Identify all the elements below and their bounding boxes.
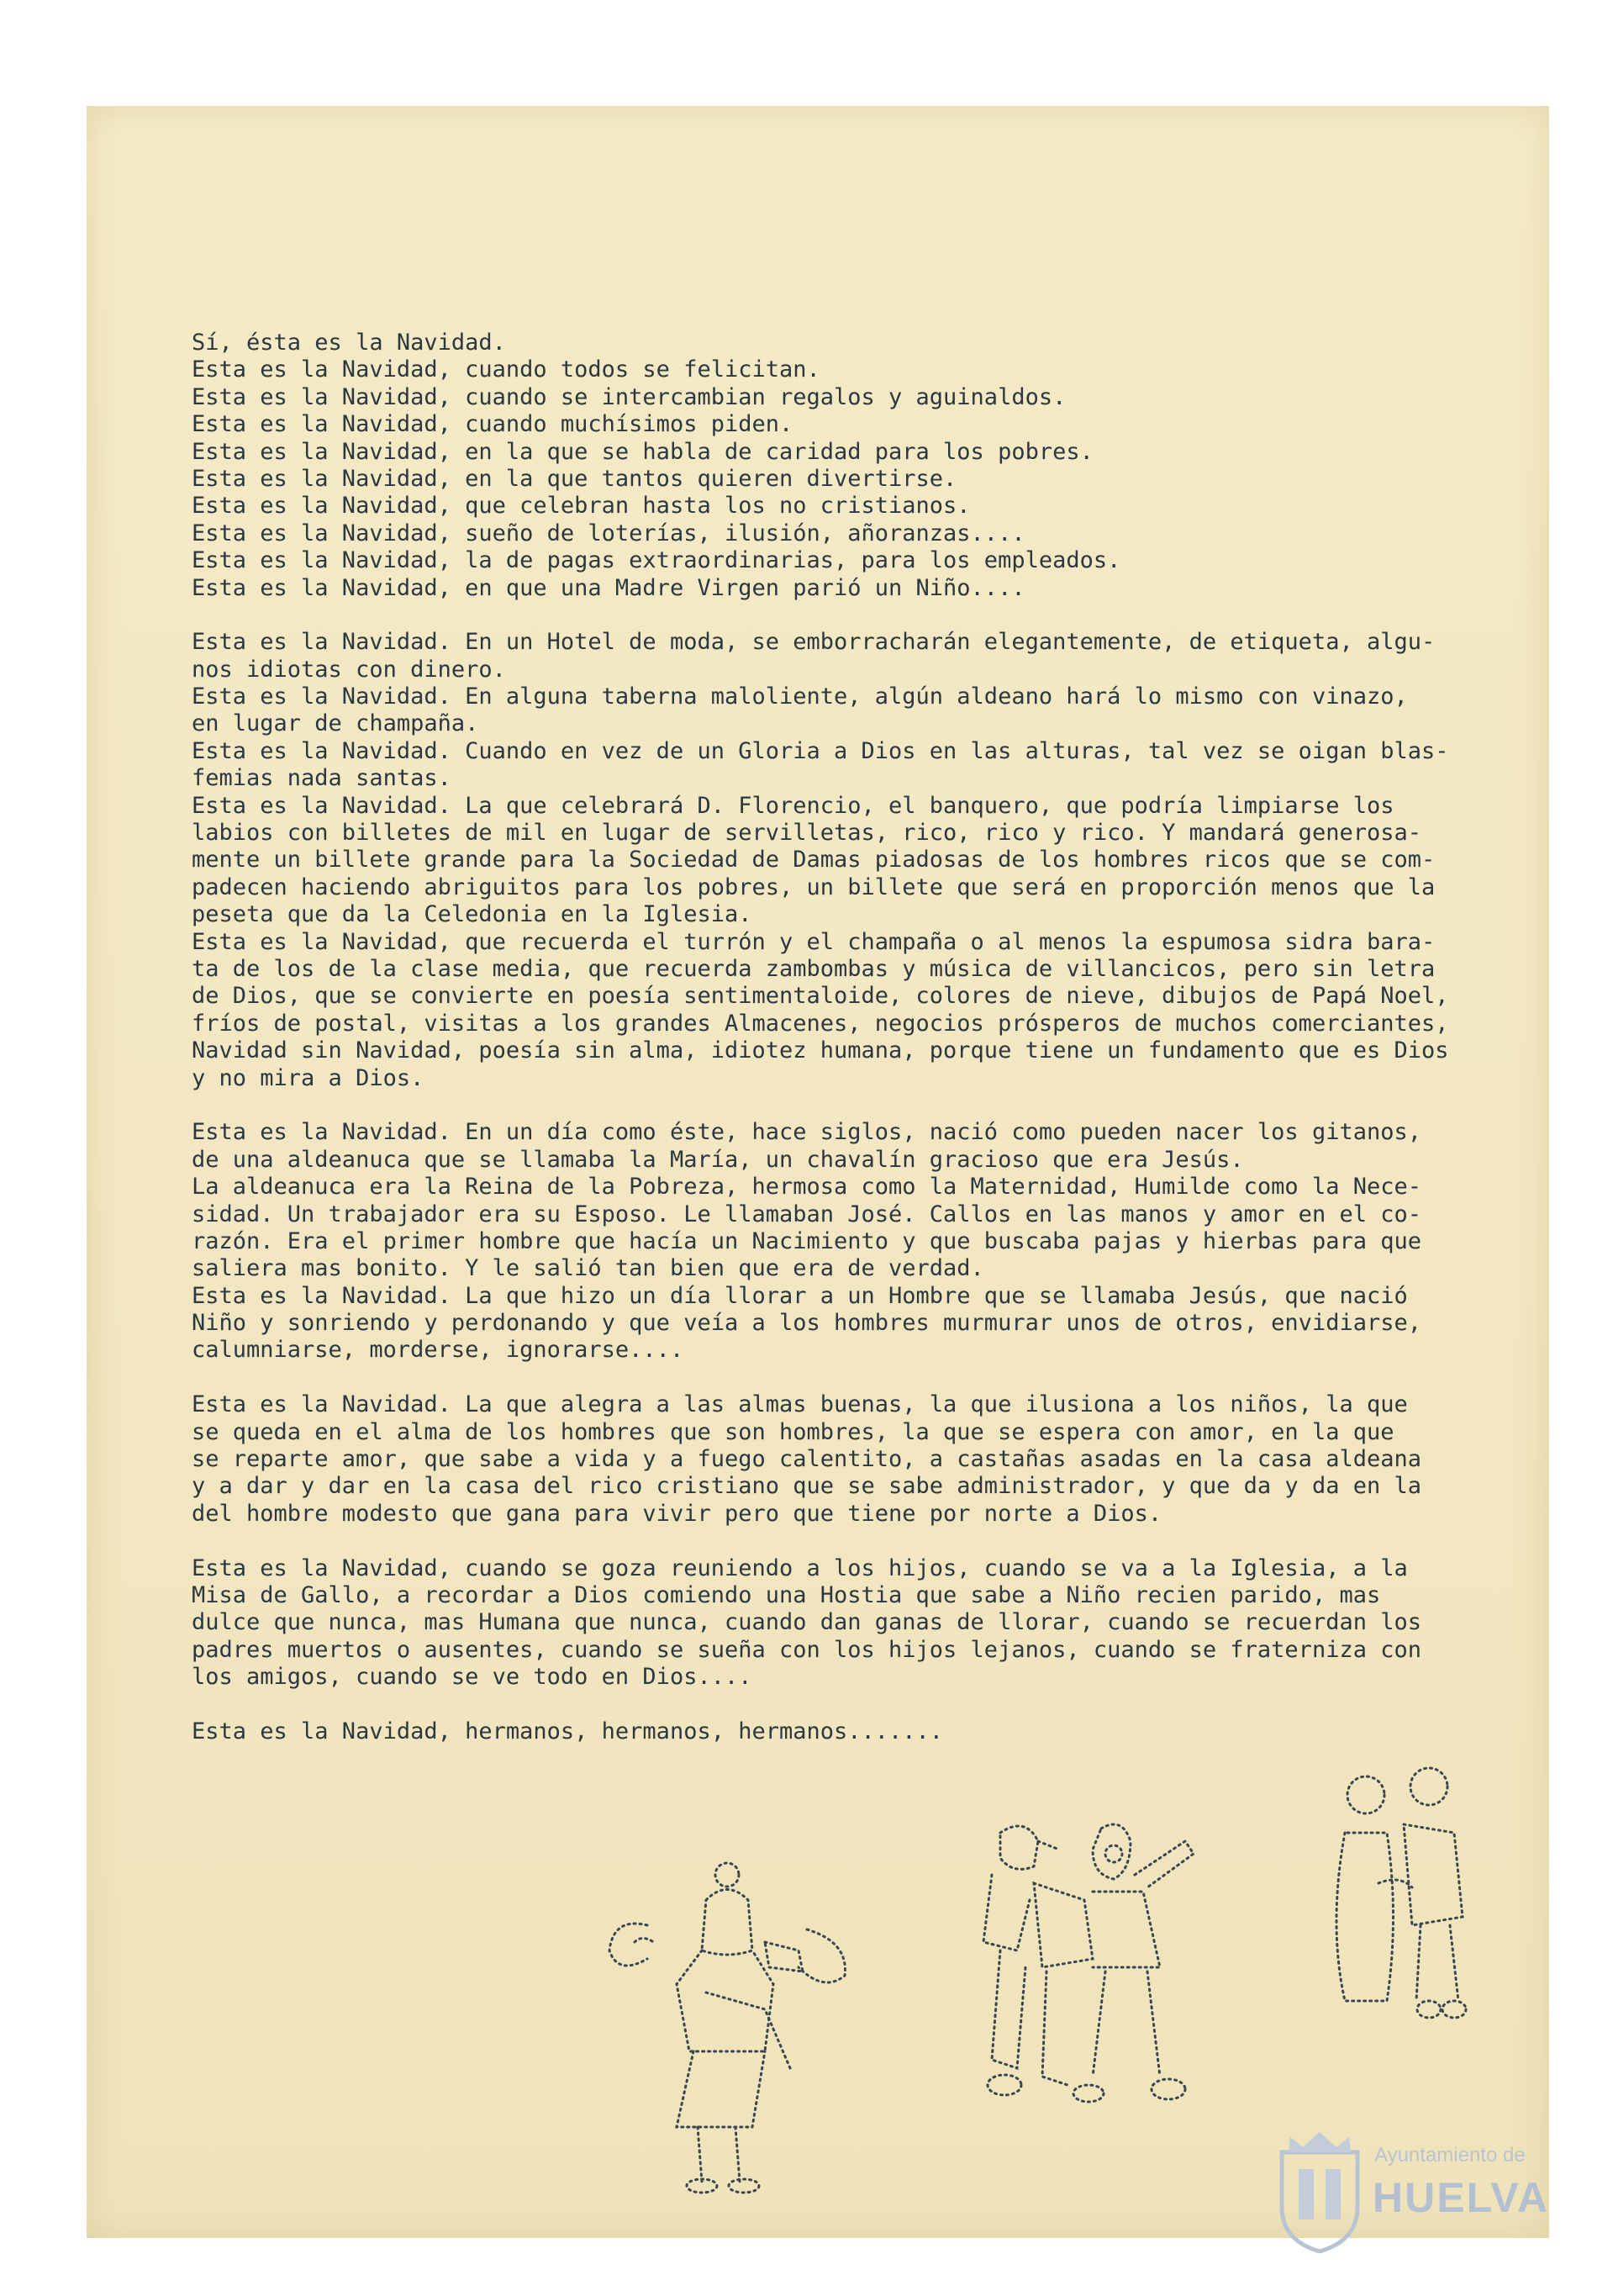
text-line: peseta que da la Celedonia en la Iglesia. — [192, 901, 752, 928]
text-line: Esta es la Navidad, en la que tantos quieren divertirse. — [192, 465, 957, 492]
shepherds-illustration — [967, 1808, 1236, 2161]
text-line: Esta es la Navidad, cuando se goza reuniendo a los hijos, cuando se va a la Iglesia, a la — [192, 1554, 1408, 1581]
text-line: Esta es la Navidad. En un Hotel de moda, se emborracharán elegantemente, de etiqueta, algu- — [192, 629, 1436, 656]
text-line: los amigos, cuando se ve todo en Dios.... — [192, 1664, 752, 1691]
text-line: padres muertos o ausentes, cuando se sueña con los hijos lejanos, cuando se fraterniza con — [192, 1636, 1421, 1663]
text-line: Esta es la Navidad, cuando todos se felicitan. — [192, 356, 820, 383]
text-line: de una aldeanuca que se llamaba la María, un chavalín gracioso que era Jesús. — [192, 1146, 1244, 1173]
holy-family-illustration — [1294, 1757, 1496, 2051]
text-line: padecen haciendo abriguitos para los pobres, un billete que será en proporción menos que la — [192, 874, 1436, 900]
angel-illustration — [597, 1850, 874, 2203]
text-line: Esta es la Navidad. En alguna taberna maloliente, algún aldeano hará lo mismo con vinazo, — [192, 684, 1408, 710]
text-line: Esta es la Navidad. La que hizo un día llorar a un Hombre que se llamaba Jesús, que nació — [192, 1282, 1408, 1309]
text-line: dulce que nunca, mas Humana que nunca, cuando dan ganas de llorar, cuando se recuerdan los — [192, 1609, 1421, 1636]
text-line: Esta es la Navidad. La que alegra a las almas buenas, la que ilusiona a los niños, la que — [192, 1391, 1408, 1418]
text-line: Sí, ésta es la Navidad. — [192, 330, 506, 356]
text-line: razón. Era el primer hombre que hacía un Nacimiento y que buscaba pajas y hierbas para que — [192, 1227, 1421, 1254]
paragraph-gap — [192, 602, 1486, 629]
text-line: Esta es la Navidad, que recuerda el turrón y el champaña o al menos la espumosa sidra bara- — [192, 928, 1436, 955]
text-line: y no mira a Dios. — [192, 1064, 424, 1091]
text-line: en lugar de champaña. — [192, 710, 479, 737]
paragraph-gap — [192, 1364, 1486, 1391]
text-line: Niño y sonriendo y perdonando y que veía a los hombres murmurar unos de otros, envidiarse, — [192, 1310, 1421, 1337]
text-line: de Dios, que se convierte en poesía sentimentaloide, colores de nieve, dibujos de Papá Noel, — [192, 983, 1449, 1010]
text-line: mente un billete grande para la Sociedad de Damas piadosas de los hombres ricos que se com- — [192, 847, 1436, 874]
text-line: La aldeanuca era la Reina de la Pobreza, hermosa como la Maternidad, Humilde como la Nece- — [192, 1174, 1421, 1201]
text-line: Navidad sin Navidad, poesía sin alma, idiotez humana, porque tiene un fundamento que es Dios — [192, 1037, 1449, 1064]
paragraph-gap — [192, 1692, 1486, 1718]
text-line: Esta es la Navidad, en que una Madre Virgen parió un Niño.... — [192, 574, 1025, 601]
text-line: del hombre modesto que gana para vivir pero que tiene por norte a Dios. — [192, 1500, 1162, 1527]
text-line: Esta es la Navidad, la de pagas extraordinarias, para los empleados. — [192, 547, 1121, 574]
text-line: Esta es la Navidad, cuando se intercambian regalos y aguinaldos. — [192, 383, 1067, 410]
watermark-line2: HUELVA — [1373, 2174, 1550, 2221]
crest-icon — [1273, 2127, 1366, 2253]
text-line: femias nada santas. — [192, 765, 451, 792]
text-line: labios con billetes de mil en lugar de servilletas, rico, rico y rico. Y mandará generosa- — [192, 820, 1421, 847]
text-line: ta de los de la clase media, que recuerda zambombas y música de villancicos, pero sin letra — [192, 955, 1436, 982]
text-line: se reparte amor, que sabe a vida y a fuego calentito, a castañas asadas en la casa aldeana — [192, 1446, 1421, 1473]
text-line: Esta es la Navidad. En un día como éste, hace siglos, nació como pueden nacer los gitanos, — [192, 1119, 1421, 1146]
text-line: se queda en el alma de los hombres que son hombres, la que se espera con amor, en la que — [192, 1418, 1394, 1445]
text-line: calumniarse, morderse, ignorarse.... — [192, 1337, 684, 1364]
document-body — [192, 330, 1486, 1745]
text-line: Esta es la Navidad, hermanos, hermanos, hermanos....... — [192, 1718, 944, 1744]
text-line: Esta es la Navidad, que celebran hasta los no cristianos. — [192, 493, 971, 520]
text-line: Esta es la Navidad. Cuando en vez de un Gloria a Dios en las alturas, tal vez se oigan blas- — [192, 737, 1449, 764]
paragraph-gap — [192, 1528, 1486, 1554]
text-line: y a dar y dar en la casa del rico cristiano que se sabe administrador, y que da y da en la — [192, 1473, 1421, 1500]
text-line: saliera mas bonito. Y le salió tan bien que era de verdad. — [192, 1255, 984, 1282]
text-line: fríos de postal, visitas a los grandes Almacenes, negocios prósperos de muchos comerciantes, — [192, 1010, 1449, 1037]
text-line: Esta es la Navidad, en la que se habla de caridad para los pobres. — [192, 438, 1094, 465]
text-line: Esta es la Navidad, sueño de loterías, ilusión, añoranzas.... — [192, 520, 1025, 546]
text-line: Esta es la Navidad, cuando muchísimos piden. — [192, 411, 793, 438]
paragraph-gap — [192, 1092, 1486, 1119]
watermark-line1: Ayuntamiento de — [1374, 2144, 1526, 2167]
text-line: Esta es la Navidad. La que celebrará D. Florencio, el banquero, que podría limpiarse los — [192, 792, 1394, 819]
text-line: sidad. Un trabajador era su Esposo. Le llamaban José. Callos en las manos y amor en el co- — [192, 1201, 1421, 1227]
text-line: Misa de Gallo, a recordar a Dios comiendo una Hostia que sabe a Niño recien parido, mas — [192, 1581, 1381, 1608]
ayuntamiento-huelva-watermark — [1273, 2127, 1550, 2253]
text-line: nos idiotas con dinero. — [192, 656, 506, 683]
